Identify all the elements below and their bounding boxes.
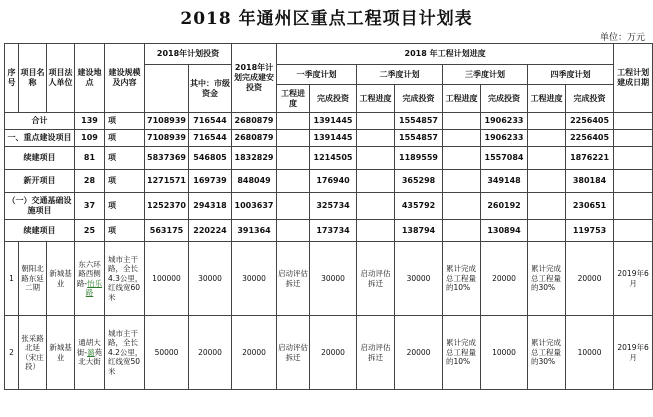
- project-q1-progress: 启动评估拆迁: [277, 242, 310, 316]
- summary-q1: 173734: [310, 220, 357, 242]
- project-scale: 城市主干路，全长4.2公里，红线宽50米: [105, 316, 145, 390]
- summary-q4: 2256405: [566, 130, 614, 147]
- header-row-1: [5, 44, 653, 65]
- page-title: 2018 年通州区重点工程项目计划表: [180, 9, 473, 29]
- project-q2-progress: 启动评估拆迁: [357, 316, 395, 390]
- project-q2-progress: 启动评估拆迁: [357, 242, 395, 316]
- summary-muni: 716544: [189, 130, 232, 147]
- summary-complete: 1832829: [232, 147, 277, 170]
- summary-q1: 1391445: [310, 130, 357, 147]
- summary-invest: 7108939: [145, 130, 189, 147]
- project-q1-invest: 20000: [310, 316, 357, 390]
- project-complete: 30000: [232, 242, 277, 316]
- summary-label: 一、重点建设项目: [5, 130, 75, 147]
- summary-invest: 563175: [145, 220, 189, 242]
- summary-row-transport: [5, 193, 653, 220]
- summary-q3: 1906233: [481, 130, 528, 147]
- summary-q2: 365298: [395, 170, 443, 193]
- project-complete-date: 2019年6月: [614, 242, 653, 316]
- summary-label: 续建项目: [5, 220, 75, 242]
- summary-complete: 2680879: [232, 130, 277, 147]
- project-q3-invest: 20000: [481, 242, 528, 316]
- header-q2-progress: 工程进度: [357, 85, 395, 113]
- header-plan-complete: 2018年计划完成建安投资: [232, 44, 277, 113]
- project-location: [75, 316, 105, 390]
- summary-q1: 325734: [310, 193, 357, 220]
- summary-unit: 项: [105, 220, 145, 242]
- header-q4-progress: 工程进度: [528, 85, 566, 113]
- project-name: 朝阳北路东延二期: [19, 242, 47, 316]
- header-q1-invest: 完成投资: [310, 85, 357, 113]
- summary-count: 139: [75, 113, 105, 130]
- header-project-name: 项目名称: [19, 44, 47, 113]
- header-seq: 序号: [5, 44, 19, 113]
- header-progress-2018: 2018 年工程计划进度: [277, 44, 614, 65]
- project-q3-invest: 10000: [481, 316, 528, 390]
- summary-row-key-projects: [5, 130, 653, 147]
- project-invest: 100000: [145, 242, 189, 316]
- project-muni: 20000: [189, 316, 232, 390]
- summary-unit: 项: [105, 170, 145, 193]
- summary-q2: 1554857: [395, 113, 443, 130]
- project-q3-progress: 累计完成总工程量的10%: [443, 316, 481, 390]
- summary-muni: 546805: [189, 147, 232, 170]
- project-q2-invest: 20000: [395, 316, 443, 390]
- summary-complete: 1003637: [232, 193, 277, 220]
- header-complete-date: 工程计划建成日期: [614, 44, 653, 113]
- summary-q2: 1189559: [395, 147, 443, 170]
- header-municipal-fund: 其中：市级资金: [189, 65, 232, 113]
- header-q1-progress: 工程进度: [277, 85, 310, 113]
- summary-invest: 1252370: [145, 193, 189, 220]
- summary-invest: 7108939: [145, 113, 189, 130]
- project-seq: 2: [5, 316, 19, 390]
- project-complete-date: 2019年6月: [614, 316, 653, 390]
- project-location: [75, 242, 105, 316]
- header-q1: 一季度计划: [277, 65, 357, 85]
- project-row-1: [5, 242, 653, 316]
- header-legal-entity: 项目法人单位: [47, 44, 75, 113]
- summary-q4: 119753: [566, 220, 614, 242]
- location-text: 通胡大街-: [76, 338, 101, 357]
- header-q2-invest: 完成投资: [395, 85, 443, 113]
- summary-q2: 435792: [395, 193, 443, 220]
- project-plan-table: [4, 43, 653, 390]
- project-q2-invest: 30000: [395, 242, 443, 316]
- project-row-2: [5, 316, 653, 390]
- header-plan-invest: 2018年计划投资: [145, 44, 232, 65]
- summary-unit: 项: [105, 130, 145, 147]
- header-q4-invest: 完成投资: [566, 85, 614, 113]
- summary-q1: 1214505: [310, 147, 357, 170]
- summary-q4: 1876221: [566, 147, 614, 170]
- header-scale-content: 建设规模及内容: [105, 44, 145, 113]
- header-q4: 四季度计划: [528, 65, 614, 85]
- summary-complete: 2680879: [232, 113, 277, 130]
- summary-muni: 716544: [189, 113, 232, 130]
- header-plan-invest-total: [145, 65, 189, 113]
- project-q4-progress: 累计完成总工程量的30%: [528, 316, 566, 390]
- summary-row-continued: [5, 147, 653, 170]
- summary-muni: 220224: [189, 220, 232, 242]
- project-entity: 新城基业: [47, 242, 75, 316]
- summary-complete: 391364: [232, 220, 277, 242]
- unit-note: 单位：万元: [599, 33, 645, 43]
- summary-unit: 项: [105, 113, 145, 130]
- summary-q3: 1906233: [481, 113, 528, 130]
- summary-q2: 1554857: [395, 130, 443, 147]
- location-tail: 苑北大街: [78, 347, 103, 367]
- summary-q2: 138794: [395, 220, 443, 242]
- project-q4-invest: 10000: [566, 316, 614, 390]
- summary-count: 109: [75, 130, 105, 147]
- header-location: 建设地点: [75, 44, 105, 113]
- project-muni: 30000: [189, 242, 232, 316]
- project-q1-invest: 30000: [310, 242, 357, 316]
- summary-invest: 5837369: [145, 147, 189, 170]
- summary-q3: 1557084: [481, 147, 528, 170]
- summary-muni: 294318: [189, 193, 232, 220]
- summary-q3: 349148: [481, 170, 528, 193]
- summary-unit: 项: [105, 193, 145, 220]
- summary-label: （一）交通基础设施项目: [5, 193, 75, 220]
- project-invest: 50000: [145, 316, 189, 390]
- summary-q1: 176940: [310, 170, 357, 193]
- summary-count: 25: [75, 220, 105, 242]
- project-complete: 20000: [232, 316, 277, 390]
- project-q1-progress: 启动评估拆迁: [277, 316, 310, 390]
- summary-q4: 380184: [566, 170, 614, 193]
- summary-muni: 169739: [189, 170, 232, 193]
- location-handwritten: 怡乐路: [85, 278, 103, 297]
- header-q3-invest: 完成投资: [481, 85, 528, 113]
- header-q3-progress: 工程进度: [443, 85, 481, 113]
- summary-label: 合计: [5, 113, 75, 130]
- summary-q4: 230651: [566, 193, 614, 220]
- project-q4-invest: 20000: [566, 242, 614, 316]
- project-name: 张采路北延（宋庄段）: [19, 316, 47, 390]
- summary-invest: 1271571: [145, 170, 189, 193]
- header-q2: 二季度计划: [357, 65, 443, 85]
- summary-count: 28: [75, 170, 105, 193]
- project-q4-progress: 累计完成总工程量的30%: [528, 242, 566, 316]
- project-seq: 1: [5, 242, 19, 316]
- summary-q4: 2256405: [566, 113, 614, 130]
- summary-q3: 130894: [481, 220, 528, 242]
- summary-count: 37: [75, 193, 105, 220]
- location-text: 东六环路西侧路-: [76, 259, 101, 288]
- location-handwritten: 潞: [87, 347, 95, 357]
- summary-q1: 1391445: [310, 113, 357, 130]
- summary-label: 新开项目: [5, 170, 75, 193]
- summary-q3: 260192: [481, 193, 528, 220]
- project-q3-progress: 累计完成总工程量的10%: [443, 242, 481, 316]
- summary-count: 81: [75, 147, 105, 170]
- summary-row-new: [5, 170, 653, 193]
- summary-row-transport-continued: [5, 220, 653, 242]
- header-q3: 三季度计划: [443, 65, 528, 85]
- project-scale: 城市主干路，全长4.3公里，红线宽60米: [105, 242, 145, 316]
- summary-label: 续建项目: [5, 147, 75, 170]
- project-entity: 新城基业: [47, 316, 75, 390]
- summary-unit: 项: [105, 147, 145, 170]
- summary-row-total: [5, 113, 653, 130]
- summary-complete: 848049: [232, 170, 277, 193]
